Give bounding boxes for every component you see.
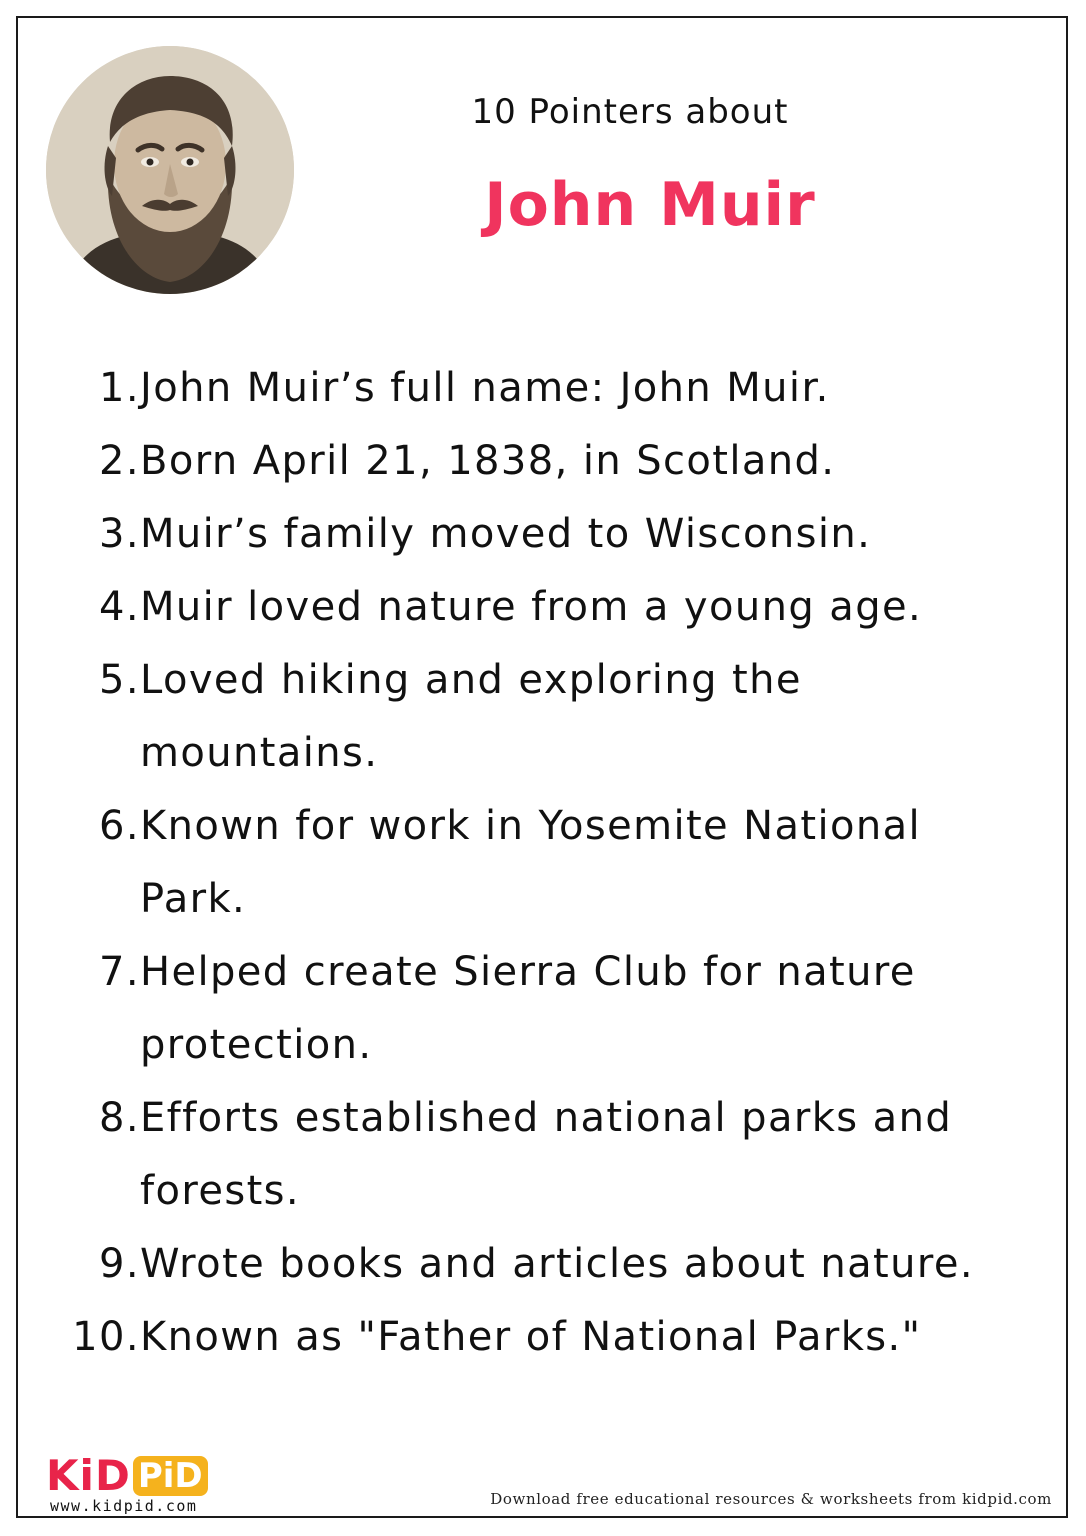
pointers-list bbox=[60, 352, 1020, 1374]
list-item bbox=[60, 571, 1020, 644]
list-item bbox=[60, 936, 1020, 1082]
list-item bbox=[60, 790, 1020, 936]
item-text: Loved hiking and exploring the mountains. bbox=[140, 657, 802, 776]
item-number: 10. bbox=[72, 1314, 140, 1360]
portrait-photo bbox=[46, 46, 294, 294]
logo-pid-text: PiD bbox=[133, 1456, 208, 1496]
list-item bbox=[60, 498, 1020, 571]
item-number: 8. bbox=[99, 1095, 140, 1141]
item-text: Wrote books and articles about nature. bbox=[140, 1241, 974, 1287]
list-item bbox=[60, 644, 1020, 790]
kidpid-logo bbox=[46, 1451, 208, 1500]
footer-note: Download free educational resources & worksheets from kidpid.com bbox=[490, 1490, 1052, 1508]
item-text: Born April 21, 1838, in Scotland. bbox=[140, 438, 836, 484]
item-text: Muir’s family moved to Wisconsin. bbox=[140, 511, 872, 557]
item-text: Muir loved nature from a young age. bbox=[140, 584, 923, 630]
item-number: 2. bbox=[99, 438, 140, 484]
list-item bbox=[60, 1228, 1020, 1301]
item-number: 9. bbox=[99, 1241, 140, 1287]
site-url: www.kidpid.com bbox=[50, 1497, 198, 1515]
logo-kid-text: KiD bbox=[46, 1451, 131, 1500]
item-text: Efforts established national parks and forests. bbox=[140, 1095, 953, 1214]
item-number: 5. bbox=[99, 657, 140, 703]
list-item bbox=[60, 352, 1020, 425]
item-number: 3. bbox=[99, 511, 140, 557]
item-text: John Muir’s full name: John Muir. bbox=[140, 365, 830, 411]
page-subtitle: 10 Pointers about bbox=[471, 92, 789, 132]
list-item bbox=[60, 1082, 1020, 1228]
item-number: 4. bbox=[99, 584, 140, 630]
item-text: Known for work in Yosemite National Park. bbox=[140, 803, 922, 922]
item-text: Known as "Father of National Parks." bbox=[140, 1314, 922, 1360]
item-number: 1. bbox=[99, 365, 140, 411]
list-item bbox=[60, 1301, 1020, 1374]
page-title: John Muir bbox=[484, 170, 816, 240]
item-text: Helped create Sierra Club for nature protection. bbox=[140, 949, 916, 1068]
item-number: 6. bbox=[99, 803, 140, 849]
item-number: 7. bbox=[99, 949, 140, 995]
list-item bbox=[60, 425, 1020, 498]
